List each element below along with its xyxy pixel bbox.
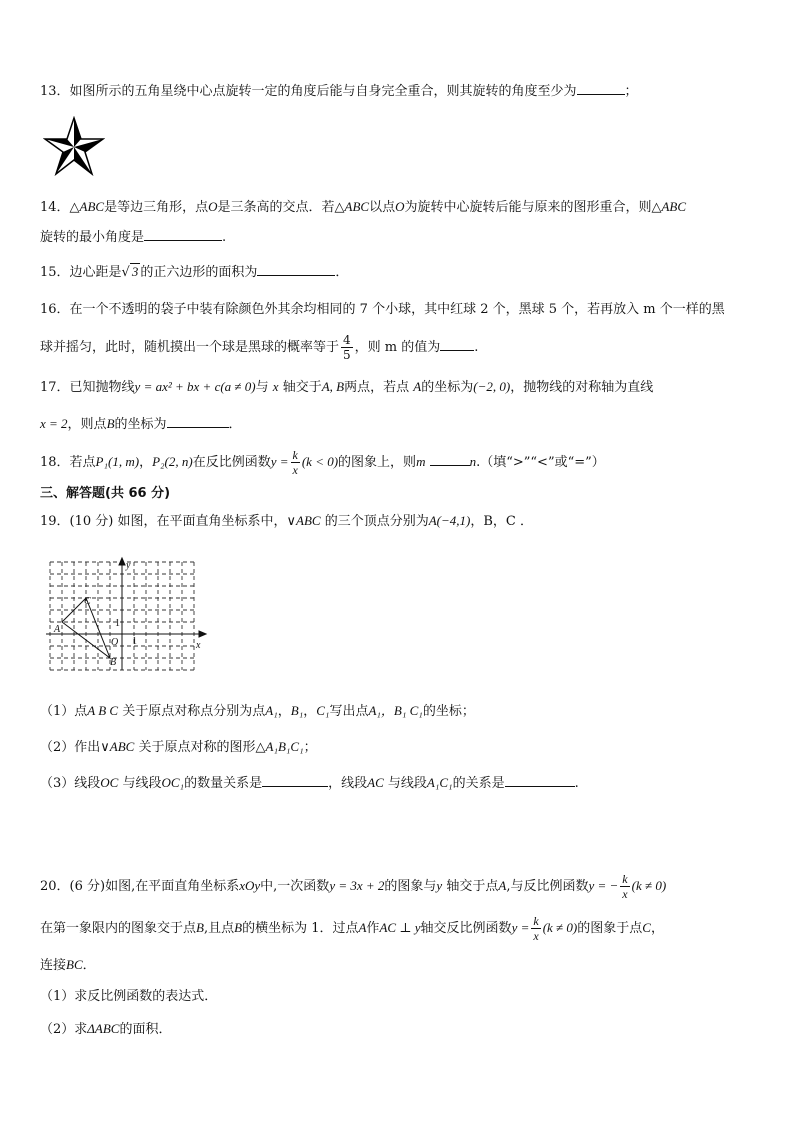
math-c1: C₁ — [316, 703, 330, 718]
answer-blank — [257, 263, 335, 276]
math-cond: (k < 0) — [301, 454, 339, 469]
q20-text: 轴交反比例函数 — [420, 921, 512, 936]
math-ac: AC — [367, 775, 384, 790]
point-b-label: B — [110, 657, 117, 668]
y-unit-label: 1 — [115, 618, 120, 629]
q18-text: .（填“>”“<”或“=”） — [476, 455, 605, 470]
fraction-four-fifths — [341, 333, 353, 362]
math-x: x — [272, 379, 279, 394]
q14-text: 为旋转中心旋转后能与原来的图形重合，则△ — [404, 200, 662, 215]
q16-punct: . — [474, 340, 479, 355]
q19-text: （2）作出 — [40, 740, 101, 755]
q20-text: 连接 — [40, 958, 67, 973]
math-oc: OC — [100, 775, 119, 790]
origin-label: O — [111, 637, 119, 648]
math-abc: ABC — [661, 199, 687, 214]
q20-text: ,与反比例函数 — [506, 879, 589, 894]
denominator: 5 — [343, 348, 351, 362]
math-m: m — [416, 454, 426, 469]
denominator: x — [292, 463, 298, 477]
answer-blank — [505, 774, 575, 787]
numerator: k — [622, 872, 628, 886]
section-heading: 三、解答题(共 66 分) — [40, 486, 171, 501]
answer-blank — [144, 228, 222, 241]
q20-text: 的图象于点 — [577, 921, 643, 936]
numerator: k — [292, 448, 298, 462]
q16-text: 球并摇匀，此时，随机摸出一个球是黑球的概率等于 — [40, 340, 340, 355]
math-axis-eq: x = 2 — [40, 416, 68, 431]
question-18 — [40, 446, 605, 479]
math-cond: (k ≠ 0) — [542, 920, 578, 935]
radicand: 3 — [131, 264, 139, 279]
math-triangle: ∨ABC — [100, 739, 135, 754]
q17-text: ，则点 — [67, 417, 107, 432]
answer-blank — [262, 774, 328, 787]
q19-text: （3）线段 — [40, 776, 101, 791]
question-17-line2 — [40, 415, 242, 434]
math-y: y — [436, 878, 443, 893]
q13-punct: ； — [624, 84, 638, 99]
q17-text: 两点，若点 — [344, 380, 410, 395]
math-b: B — [196, 920, 204, 935]
q20-text: 作 — [366, 921, 380, 936]
q15-punct: ． — [335, 265, 349, 280]
q20-text: （2）求 — [40, 1022, 88, 1037]
sqrt-icon: √ — [121, 265, 130, 280]
math-y: y = — [511, 920, 530, 935]
math-b: B — [234, 920, 243, 935]
q19-text: （1）点 — [40, 704, 88, 719]
q20-text: ,且点 — [203, 921, 235, 936]
question-16 — [40, 301, 725, 319]
question-15 — [40, 263, 348, 282]
math-points1: A₁，B₁ C₁ — [368, 703, 423, 718]
q19-text: 写出点 — [329, 704, 369, 719]
q20-punct: ． — [82, 958, 96, 973]
question-14 — [40, 198, 686, 217]
q19-text: 的坐标； — [422, 704, 475, 719]
math-oc1: OC₁ — [161, 775, 185, 790]
q19-text: 19．(10 分) 如图，在平面直角坐标系中， — [40, 514, 287, 529]
q15-text: 15．边心距是 — [40, 265, 122, 280]
numerator: k — [533, 914, 539, 928]
math-cond: (k ≠ 0) — [631, 878, 667, 893]
q17-text: 的坐标为 — [421, 380, 474, 395]
answer-blank — [577, 82, 625, 95]
q14-text: 14．△ — [40, 200, 80, 215]
math-points: A B C — [87, 703, 119, 718]
answer-blank — [430, 453, 470, 466]
q20-text: 中,一次函数 — [260, 879, 330, 894]
math-coord: (−2, 0) — [473, 379, 511, 394]
q16-text: 16．在一个不透明的袋子中装有除颜色外其余均相同的 7 个小球，其中红球 2 个，黑球 5 个，若再放入 m 个一样的黑 — [40, 302, 725, 317]
fraction-k-over-x — [531, 914, 540, 943]
q17-punct: ． — [228, 417, 242, 432]
math-abc: ABC — [79, 199, 105, 214]
q15-text: 的正六边形的面积为 — [140, 265, 258, 280]
y-label: y — [126, 560, 131, 571]
answer-blank — [440, 338, 474, 351]
q19-text: 关于原点对称点分别为点 — [122, 704, 266, 719]
q13-text: 13．如图所示的五角星绕中心点旋转一定的角度后能与自身完全重合，则其旋转的角度至少为 — [40, 84, 577, 99]
question-19 — [40, 512, 533, 531]
q20-text: 在第一象限内的图象交于点 — [40, 921, 197, 936]
question-14-line2 — [40, 228, 226, 247]
math-p2: P₂(2, n) — [152, 454, 193, 469]
q17-text: ，抛物线的对称轴为直线 — [510, 380, 654, 395]
q20-text: 轴交于点 — [446, 879, 499, 894]
math-abc: ABC — [344, 199, 370, 214]
answer-blank — [167, 415, 229, 428]
math-triangle: ∨ABC — [286, 513, 321, 528]
question-19-part1: （1）点A B C 关于原点对称点分别为点A₁，B₁，C₁写出点A₁，B₁ C₁的坐标； — [40, 703, 475, 719]
q19-text: ； — [303, 740, 317, 755]
point-a-label: A — [54, 624, 61, 635]
q14-text: 是等边三角形，点 — [104, 200, 209, 215]
math-coord: A(−4,1) — [428, 513, 471, 528]
q18-punct: ， — [139, 455, 153, 470]
math-a1: A₁ — [265, 703, 278, 718]
math-triangle1: △A₁B₁C₁ — [255, 739, 304, 754]
q17-text: 的坐标为 — [114, 417, 167, 432]
numerator: 4 — [343, 333, 351, 347]
math-y-neg: y = − — [588, 878, 619, 893]
x-axis-arrow-icon — [199, 631, 206, 637]
star-icon — [45, 118, 103, 174]
q20-punct: ， — [650, 921, 664, 936]
q14-punct: . — [222, 230, 227, 245]
question-20 — [40, 870, 666, 903]
math-triangle: ΔABC — [87, 1021, 120, 1036]
math-n: n — [469, 454, 477, 469]
five-point-star-figure — [43, 116, 105, 176]
math-parabola: y = ax² + bx + c(a ≠ 0) — [134, 379, 256, 394]
q19-text: ，B，C ． — [470, 514, 533, 529]
q20-text: 的图象与 — [384, 879, 437, 894]
question-19-part2 — [40, 738, 317, 757]
q18-text: 的图象上，则 — [338, 455, 417, 470]
q19-text: 关于原点对称的图形 — [138, 740, 256, 755]
math-line: y = 3x + 2 — [329, 878, 385, 893]
q16-text: ，则 m 的值为 — [354, 340, 441, 355]
q20-text: 的横坐标为 1．过点 — [242, 921, 359, 936]
q17-text: 17．已知抛物线 — [40, 380, 135, 395]
fraction-k-over-x — [291, 448, 300, 477]
math-b1: B₁ — [290, 703, 304, 718]
coordinate-grid-figure — [44, 556, 210, 674]
q14-text: 以点 — [369, 200, 396, 215]
question-17 — [40, 378, 653, 397]
q18-text: 18．若点 — [40, 455, 96, 470]
q19-text: 与线段 — [122, 776, 162, 791]
math-a: A — [413, 379, 422, 394]
q14-text: 是三条高的交点．若△ — [217, 200, 345, 215]
math-p1: P₁(1, m) — [95, 454, 140, 469]
math-a: A — [498, 878, 507, 893]
denominator: x — [622, 887, 628, 901]
sqrt-three — [122, 263, 141, 282]
math-perp: AC ⊥ y — [379, 920, 421, 935]
question-20-line2 — [40, 912, 664, 945]
point-c-label: C — [84, 596, 91, 607]
math-xoy: xOy — [239, 878, 261, 893]
q17-text: 与 — [255, 380, 269, 395]
question-16-line2 — [40, 332, 478, 364]
fraction-k-over-x — [620, 872, 629, 901]
q14-text: 旋转的最小角度是 — [40, 230, 145, 245]
q19-text: 的数量关系是 — [184, 776, 263, 791]
y-axis-arrow-icon — [119, 558, 125, 565]
math-a: A — [358, 920, 367, 935]
math-bc: BC — [66, 957, 83, 972]
q19-punct: . — [574, 776, 579, 791]
math-o: O — [395, 199, 405, 214]
q19-text: ，线段 — [328, 776, 368, 791]
math-b: B — [106, 416, 115, 431]
question-20-part1: （1）求反比例函数的表达式． — [40, 989, 218, 1004]
q17-text: 轴交于 — [282, 380, 322, 395]
q19-text: 的三个顶点分别为 — [324, 514, 429, 529]
math-y: y = — [270, 454, 289, 469]
q19-text: 与线段 — [387, 776, 427, 791]
question-19-part3 — [40, 774, 579, 793]
q20-text: 20．(6 分)如图,在平面直角坐标系 — [40, 879, 240, 894]
denominator: x — [533, 929, 539, 943]
q19-text: 的关系是 — [452, 776, 505, 791]
x-label: x — [196, 640, 201, 651]
q18-text: 在反比例函数 — [192, 455, 271, 470]
q20-text: 的面积． — [119, 1022, 172, 1037]
x-unit-label: 1 — [132, 636, 137, 647]
question-13 — [40, 82, 638, 101]
math-c: C — [642, 920, 651, 935]
math-ac1: A₁C₁ — [426, 775, 453, 790]
question-20-line3 — [40, 956, 96, 975]
question-20-part2 — [40, 1020, 171, 1039]
math-ab: A, B — [321, 379, 345, 394]
math-o: O — [208, 199, 218, 214]
